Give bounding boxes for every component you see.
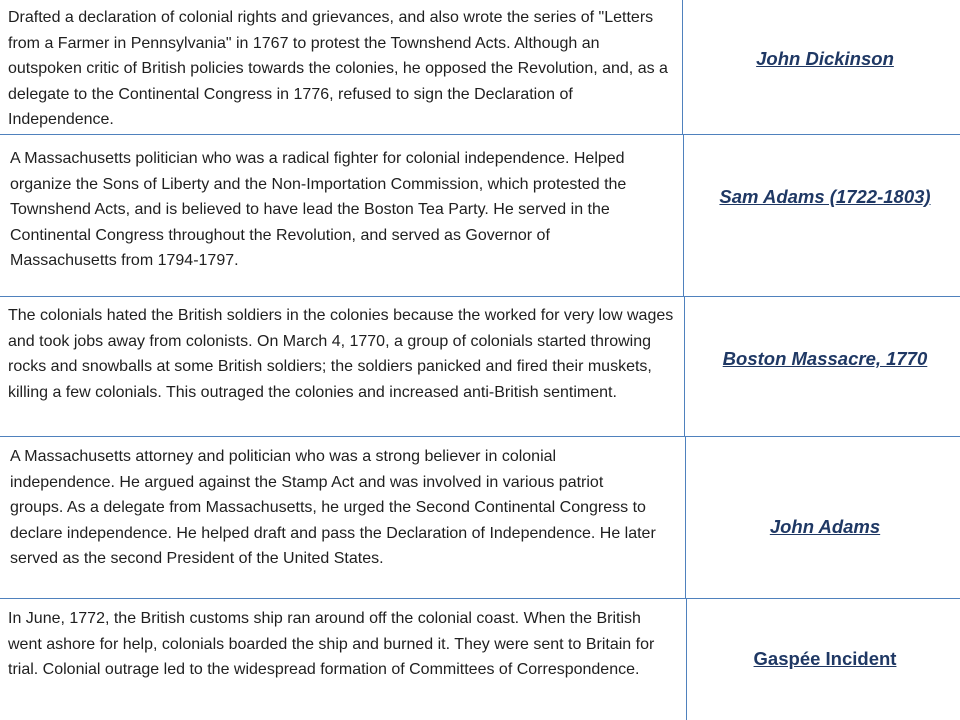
matching-row — [0, 438, 960, 596]
column-divider — [684, 296, 685, 436]
row-term: John Adams — [769, 516, 881, 537]
row-description: In June, 1772, the British customs ship ran around off the colonial coast. When the British went ashore for help, colonials boarded the ship and burned it. They were sent to Britain for trial. Colonial outrage led to the widespread formation of Committees of Correspondence. — [8, 610, 655, 678]
row-description: A Massachusetts attorney and politician who was a strong believer in colonial independence. He argued against the Stamp Act and was involved in various patriot groups. As a delegate from Massachusetts, he urged the Second Continental Congress to declare independence. He helped draft and pass the Declaration of Independence. He later served as the second President of the United States. — [10, 448, 656, 567]
row-description: The colonials hated the British soldiers in the colonies because the worked for very low wages and took jobs away from colonists. On March 4, 1770, a group of colonials started throwing rocks and snowballs at some British soldiers; the soldiers panicked and fired their muskets, killing a few colonials. This outraged the colonies and increased anti-British sentiment. — [8, 307, 674, 401]
column-divider — [686, 598, 687, 720]
row-description: Drafted a declaration of colonial rights and grievances, and also wrote the series of "Letters from a Farmer in Pennsylvania" in 1767 to protest the Townshend Acts. Although an outspoken critic of British policies towards the colonies, he opposed the Revolution, and, as a delegate to the Continental Congress in 1776, refused to sign the Declaration of Independence. — [8, 9, 668, 128]
row-term: Sam Adams (1722-1803) — [719, 186, 931, 207]
matching-row — [0, 136, 960, 294]
row-divider — [0, 134, 960, 135]
row-description: A Massachusetts politician who was a radical fighter for colonial independence. Helped organize the Sons of Liberty and the Non-Importation Commission, which protested the Townshend Acts, and is believed to have lead the Boston Tea Party. He served in the Continental Congress throughout the Revolution, and served as Governor of Massachusetts from 1794-1797. — [10, 150, 627, 269]
column-divider — [685, 436, 686, 598]
matching-row — [0, 600, 960, 720]
row-divider — [0, 436, 960, 437]
row-term: Boston Massacre, 1770 — [722, 348, 928, 369]
column-divider — [682, 0, 683, 134]
matching-row — [0, 0, 960, 132]
row-term: John Dickinson — [756, 48, 894, 69]
row-divider — [0, 296, 960, 297]
matching-row — [0, 298, 960, 434]
column-divider — [683, 134, 684, 296]
row-divider — [0, 598, 960, 599]
row-term: Gaspée Incident — [753, 648, 897, 669]
